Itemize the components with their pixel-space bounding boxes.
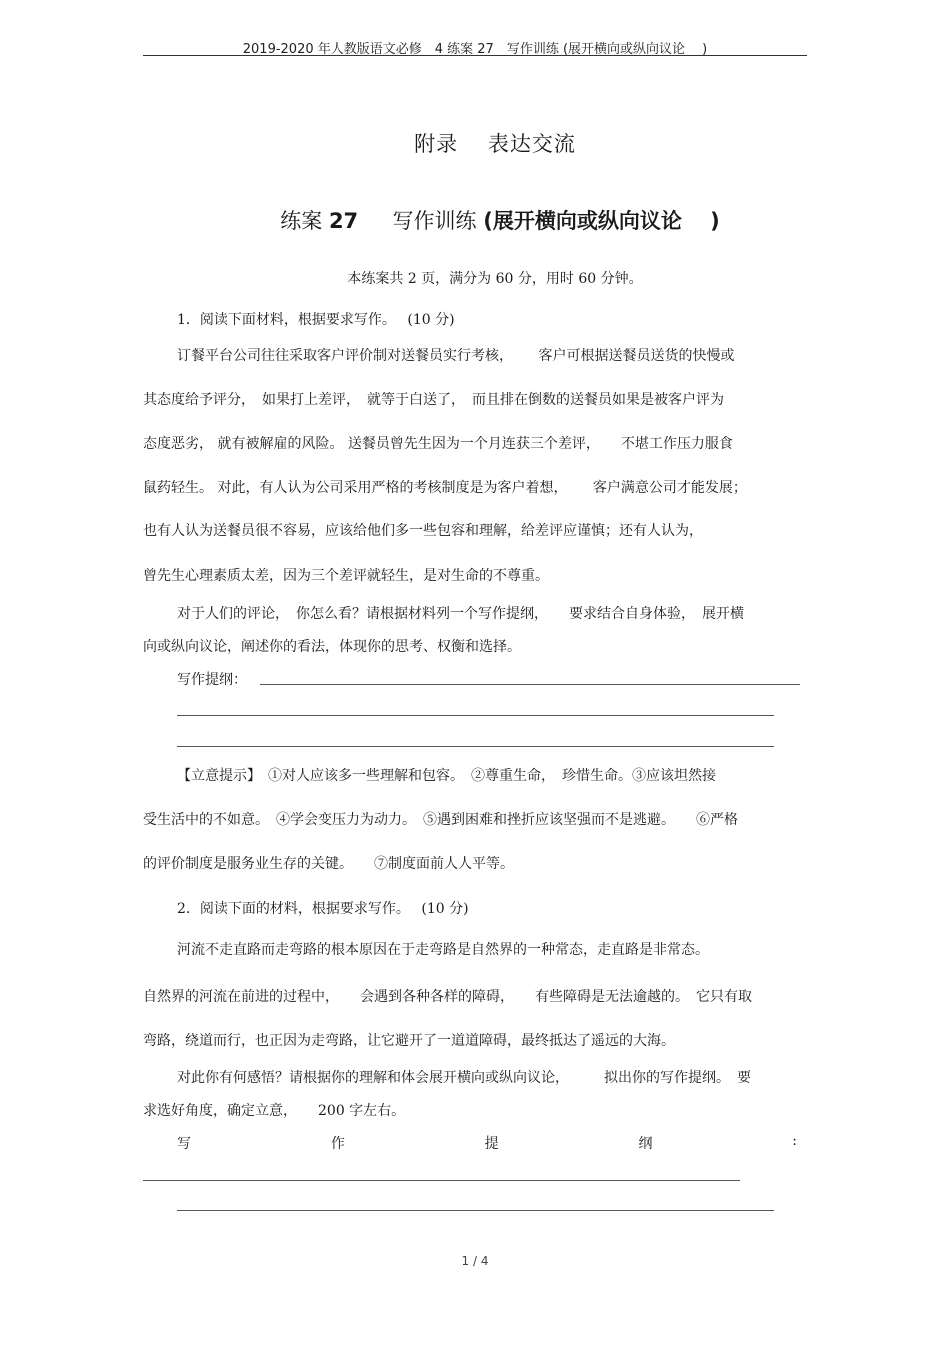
hint-line: 受生活中的不如意。 ④学会变压力为动力。 ⑤遇到困难和挫折应该坚强而不是逃避。 ⑥严格 [143, 812, 738, 828]
q1-line: 也有人认为送餐员很不容易，应该给他们多一些包容和理解，给差评应谨慎；还有人认为， [143, 523, 703, 539]
page-number: 1 / 4 [461, 1254, 489, 1268]
page-header: 2019-2020 年人教版语文必修 4 练案 27 写作训练 (展开横向或纵向议论 ) [242, 42, 708, 57]
q2-outline-char: : [792, 1133, 797, 1149]
q1-heading: 1．阅读下面材料，根据要求写作。 (10 分) [177, 312, 455, 328]
q1-line: 订餐平台公司往往采取客户评价制对送餐员实行考核， 客户可根据送餐员送货的快慢或 [177, 348, 735, 364]
q2-outline-char: 作 [330, 1136, 345, 1152]
hint-line: 【立意提示】 ①对人应该多一些理解和包容。 ②尊重生命， 珍惜生命。③应该坦然接 [177, 768, 716, 784]
q1-line: 曾先生心理素质太差，因为三个差评就轻生，是对生命的不尊重。 [143, 568, 549, 584]
q2-outline-char: 提 [484, 1136, 499, 1152]
q2-line: 河流不走直路而走弯路的根本原因在于走弯路是自然界的一种常态，走直路是非常态。 [177, 942, 709, 958]
q2-task-line: 对此你有何感悟？请根据你的理解和体会展开横向或纵向议论， 拟出你的写作提纲。 要 [177, 1070, 751, 1086]
hint-line: 的评价制度是服务业生存的关键。 ⑦制度面前人人平等。 [143, 856, 514, 872]
lesson-title [0, 205, 950, 235]
q1-task-line: 对于人们的评论， 你怎么看？请根据材料列一个写作提纲， 要求结合自身体验， 展开横 [177, 606, 744, 622]
q1-line: 态度恶劣， 就有被解雇的风险。 送餐员曾先生因为一个月连获三个差评， 不堪工作压力服食 [143, 436, 733, 452]
q1-line: 其态度给予评分， 如果打上差评， 就等于白送了， 而且排在倒数的送餐员如果是被客户评为 [143, 392, 724, 408]
q2-line: 弯路，绕道而行，也正因为走弯路，让它避开了一道道障碍，最终抵达了遥远的大海。 [143, 1033, 675, 1049]
lesson-title-paren: (展开横向或纵向议论 ) [483, 209, 720, 233]
lesson-title-number: 27 [328, 209, 359, 233]
q2-line: 自然界的河流在前进的过程中， 会遇到各种各样的障碍， 有些障碍是无法逾越的。 它只有取 [143, 989, 752, 1005]
header-rule [143, 55, 807, 56]
q1-task-line: 向或纵向议论，阐述你的看法，体现你的思考、权衡和选择。 [143, 639, 521, 655]
q2-heading: 2．阅读下面的材料，根据要求写作。 (10 分) [177, 901, 469, 917]
intro-text: 本练案共 2 页，满分为 60 分，用时 60 分钟。 [347, 271, 643, 287]
q1-line: 鼠药轻生。 对此，有人认为公司采用严格的考核制度是为客户着想， 客户满意公司才能发展； [143, 480, 747, 496]
q2-outline-char: 纲 [638, 1136, 653, 1152]
q2-outline-label [177, 1133, 797, 1153]
q1-answer-line[interactable] [177, 746, 774, 747]
q2-outline-char: 写 [177, 1136, 191, 1152]
q2-task-line: 求选好角度，确定立意， 200 字左右。 [143, 1103, 406, 1119]
q1-answer-line[interactable] [177, 715, 774, 716]
q1-answer-line[interactable] [260, 684, 800, 685]
q1-outline-label: 写作提纲： [177, 672, 247, 688]
lesson-title-topic: 写作训练 [392, 209, 477, 233]
q2-answer-line[interactable] [143, 1180, 740, 1181]
lesson-title-prefix: 练案 [280, 209, 323, 233]
section-title: 附录 表达交流 [414, 132, 576, 156]
q2-answer-line[interactable] [177, 1210, 774, 1211]
